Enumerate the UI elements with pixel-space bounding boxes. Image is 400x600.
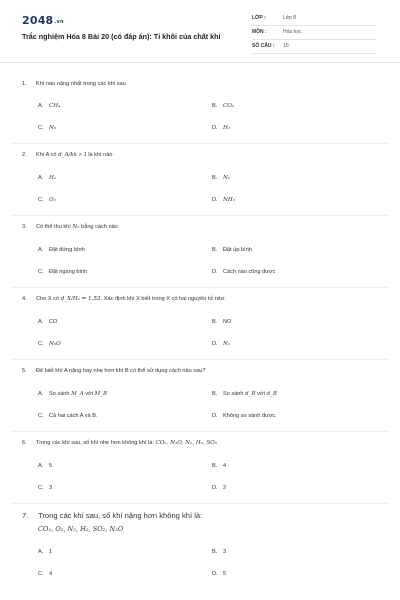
option-letter: B. xyxy=(212,247,218,253)
option-1d[interactable] xyxy=(212,125,230,131)
option-letter: C. xyxy=(38,413,44,419)
site-logo[interactable] xyxy=(22,14,64,27)
option-4c[interactable] xyxy=(38,341,61,347)
option-letter: C. xyxy=(38,125,44,131)
option-letter: A. xyxy=(38,391,44,397)
option-letter: A. xyxy=(38,247,44,253)
question-formula: CO₂, N₂O, N₂, H₂, SO₂ xyxy=(155,440,218,446)
question-formula: d_A/kk xyxy=(58,152,78,158)
question-1 xyxy=(22,81,126,87)
option-letter: B. xyxy=(212,175,218,181)
option-letter: A. xyxy=(38,103,44,109)
option-4b[interactable] xyxy=(212,319,231,325)
option-4d[interactable] xyxy=(212,341,230,347)
option-5d[interactable] xyxy=(212,413,277,419)
option-formula: M_A xyxy=(71,391,84,397)
logo-tld: .vn xyxy=(54,19,64,25)
option-6b[interactable] xyxy=(212,463,226,469)
option-formula: H₂ xyxy=(223,125,231,131)
question-number: 1. xyxy=(22,81,27,87)
question-number: 3. xyxy=(22,224,27,230)
question-text: Trong các khí sau, số khí nhẹ hơn không khí là: xyxy=(36,440,154,446)
option-4a[interactable] xyxy=(38,319,57,325)
question-number: 2. xyxy=(22,152,27,158)
option-letter: D. xyxy=(212,197,218,203)
question-separator xyxy=(12,503,388,504)
option-formula: CH₄ xyxy=(49,103,61,109)
option-letter: A. xyxy=(38,549,44,555)
question-text: Để biết khí A nặng hay nhẹ hơn khí B có thể sử dụng cách nào sau? xyxy=(36,368,206,374)
option-letter: C. xyxy=(38,485,44,491)
option-text: 5 xyxy=(223,571,227,577)
option-text-mid: với xyxy=(257,391,265,397)
question-separator xyxy=(12,215,388,216)
option-text: 3 xyxy=(223,549,227,555)
meta-key: MÔN : xyxy=(252,29,267,35)
option-text: Cách nào cũng được xyxy=(223,269,276,275)
meta-value: 10 xyxy=(283,43,289,49)
option-text-mid: với xyxy=(85,391,93,397)
option-letter: D. xyxy=(212,341,218,347)
question-number: 7. xyxy=(22,511,29,520)
question-5 xyxy=(22,368,205,374)
meta-key: SỐ CÂU : xyxy=(252,43,275,49)
option-letter: C. xyxy=(38,197,44,203)
option-formula: CO₂ xyxy=(223,103,235,109)
option-letter: A. xyxy=(38,319,44,325)
option-text: Đặt úp bình xyxy=(223,247,252,253)
question-2 xyxy=(22,152,113,158)
question-formula-value: = 1,52. xyxy=(81,296,103,302)
question-separator xyxy=(12,287,388,288)
option-formula: NH₃ xyxy=(223,197,236,203)
option-5c[interactable] xyxy=(38,413,98,419)
option-3d[interactable] xyxy=(212,269,276,275)
question-number: 6. xyxy=(22,440,27,446)
option-text: So sánh xyxy=(223,391,244,397)
option-text: CO xyxy=(49,319,58,325)
option-1b[interactable] xyxy=(212,103,234,109)
option-6c[interactable] xyxy=(38,485,52,491)
option-formula: N₂ xyxy=(223,341,231,347)
question-4 xyxy=(22,296,226,302)
option-5a[interactable] xyxy=(38,391,107,397)
option-letter: B. xyxy=(212,319,218,325)
option-6a[interactable] xyxy=(38,463,52,469)
meta-value: Lớp 8 xyxy=(283,15,297,21)
option-letter: B. xyxy=(212,549,218,555)
option-2a[interactable] xyxy=(38,175,56,181)
option-formula: d_B xyxy=(245,391,256,397)
option-formula: N₂ xyxy=(223,175,231,181)
option-text: Đặt đứng bình xyxy=(49,247,85,253)
option-2b[interactable] xyxy=(212,175,230,181)
option-letter: A. xyxy=(38,463,44,469)
question-text: Có thể thu khí xyxy=(36,224,71,230)
option-letter: B. xyxy=(212,391,218,397)
option-formula: N₂ xyxy=(49,125,57,131)
option-text: 3 xyxy=(49,485,53,491)
option-7d[interactable] xyxy=(212,571,226,577)
question-7 xyxy=(22,511,202,520)
option-7a[interactable] xyxy=(38,549,52,555)
option-formula: N₂O xyxy=(49,341,61,347)
option-formula-2: d_B xyxy=(266,391,277,397)
option-letter: A. xyxy=(38,175,44,181)
question-6 xyxy=(22,440,217,446)
option-3a[interactable] xyxy=(38,247,85,253)
option-text: 1 xyxy=(49,549,53,555)
option-text: Cả hai cách A và B. xyxy=(49,413,98,419)
option-letter: D. xyxy=(212,571,218,577)
question-text: Trong các khí sau, số khí nặng hơn không khí là: xyxy=(38,511,203,520)
meta-row-count xyxy=(252,41,376,54)
meta-row-subject xyxy=(252,27,376,40)
option-letter: B. xyxy=(212,103,218,109)
question-text: Khí A có xyxy=(36,152,57,158)
question-3 xyxy=(22,224,118,230)
question-formula: d_X/H₂ xyxy=(60,296,80,302)
question-number: 5. xyxy=(22,368,27,374)
question-text-after: Xác định khí X biết trong X có hai nguyên tử nitơ. xyxy=(103,296,226,302)
question-text-after: bằng cách nào xyxy=(81,224,118,230)
option-text: 4 xyxy=(223,463,227,469)
option-text: So sánh xyxy=(49,391,70,397)
question-text: Khí nào nặng nhất trong các khí sau xyxy=(36,81,126,87)
option-formula-2: M_B xyxy=(94,391,108,397)
header-divider xyxy=(0,62,400,63)
question-formula: N₂ xyxy=(72,224,80,230)
logo-text: 2048 xyxy=(22,14,54,27)
option-letter: D. xyxy=(212,485,218,491)
option-7b[interactable] xyxy=(212,549,226,555)
meta-value: Hóa học xyxy=(283,29,302,35)
option-2c[interactable] xyxy=(38,197,56,203)
question-separator xyxy=(12,143,388,144)
option-formula: H₂ xyxy=(49,175,57,181)
meta-key: LỚP : xyxy=(252,15,266,21)
option-3c[interactable] xyxy=(38,269,87,275)
question-separator xyxy=(12,359,388,360)
option-2d[interactable] xyxy=(212,197,235,203)
question-text: Cho X có xyxy=(36,296,60,302)
question-text-after: > 1 là khí nào xyxy=(78,152,113,158)
option-1a[interactable] xyxy=(38,103,60,109)
page-title: Trắc nghiệm Hóa 8 Bài 20 (có đáp án): Tỉ khối của chất khí xyxy=(22,32,221,41)
option-letter: D. xyxy=(212,269,218,275)
option-7c[interactable] xyxy=(38,571,52,577)
option-5b[interactable] xyxy=(212,391,277,397)
option-text: 4 xyxy=(49,571,53,577)
option-3b[interactable] xyxy=(212,247,252,253)
option-letter: D. xyxy=(212,413,218,419)
option-letter: C. xyxy=(38,269,44,275)
option-text: Đặt ngang bình xyxy=(49,269,88,275)
option-letter: D. xyxy=(212,125,218,131)
option-text: NO xyxy=(223,319,232,325)
option-letter: C. xyxy=(38,571,44,577)
option-6d[interactable] xyxy=(212,485,226,491)
meta-row-class xyxy=(252,13,376,26)
option-1c[interactable] xyxy=(38,125,56,131)
option-text: 2 xyxy=(223,485,227,491)
option-letter: B. xyxy=(212,463,218,469)
option-text: 5 xyxy=(49,463,53,469)
option-text: Không so sánh được. xyxy=(223,413,277,419)
question-separator xyxy=(12,431,388,432)
question-number: 4. xyxy=(22,296,27,302)
option-formula: O₂ xyxy=(49,197,56,203)
option-letter: C. xyxy=(38,341,44,347)
question-7-formula: CO₂, O₂, N₂, H₂, SO₂, N₂O xyxy=(38,525,124,533)
